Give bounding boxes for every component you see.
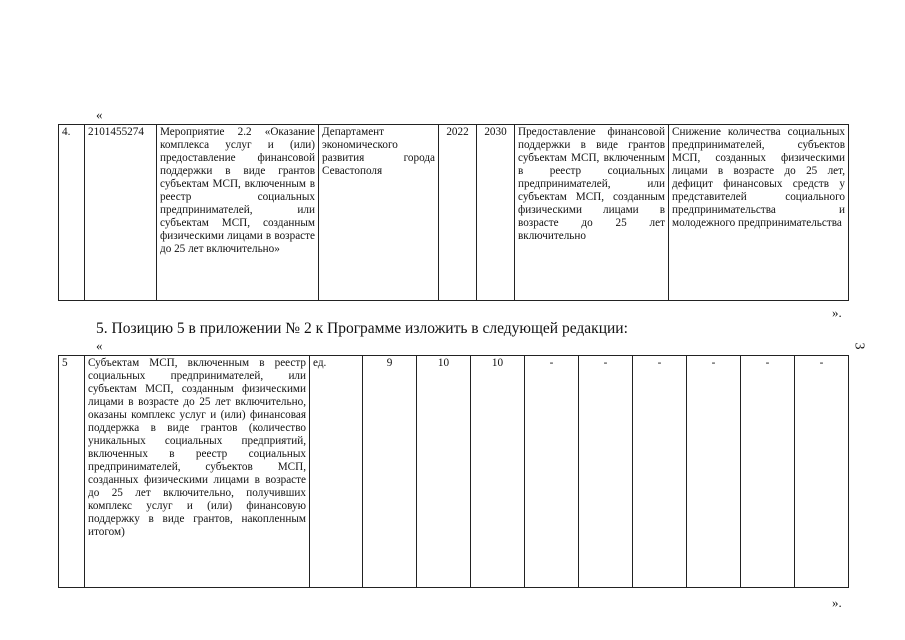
row-number: 4. xyxy=(59,125,85,301)
page-number: 3 xyxy=(851,342,867,350)
event-table xyxy=(58,124,849,301)
expected-result: Предоставление финансовой поддержки в виде грантов субъектам МСП, включенным в реестр социальных предпринимателей, или субъектам МСП, созданным физическими лицами в возрасте до 25 лет включительно xyxy=(515,125,669,301)
value-cell: - xyxy=(687,356,741,588)
value-cell: 10 xyxy=(471,356,525,588)
event-code: 2101455274 xyxy=(85,125,157,301)
value-cell: - xyxy=(579,356,633,588)
year-end: 2030 xyxy=(477,125,515,301)
open-quote-2: « xyxy=(96,338,103,353)
amendment-paragraph: 5. Позицию 5 в приложении № 2 к Программе изложить в следующей редакции: xyxy=(96,320,628,337)
indicator-row xyxy=(59,356,849,588)
value-cell: 9 xyxy=(363,356,417,588)
row-number: 5 xyxy=(59,356,85,588)
value-cell: - xyxy=(633,356,687,588)
indicator-table xyxy=(58,355,849,588)
year-start: 2022 xyxy=(439,125,477,301)
unit: ед. xyxy=(310,356,363,588)
event-row xyxy=(59,125,849,301)
non-implementation-consequence: Снижение количества социальных предпринимателей, субъектов МСП, созданных физическими лицами в возрасте до 25 лет, дефицит финансовых средств у представителей социального предпринимательства и молодежного предпринимательства xyxy=(669,125,849,301)
indicator-description: Субъектам МСП, включенным в реестр социальных предпринимателей, или субъектам МСП, созданным физическими лицами в возрасте до 25 лет включительно, оказаны комплекс услуг и (или) финансовая поддержка в виде грантов (количество уникальных социальных предприятий, включенных в реестр социальных предпринимателей, субъектов МСП, созданных физическими лицами в возрасте до 25 лет включительно, получивших комплекс услуг и (или) финансовую поддержку в виде грантов, накопленным итогом) xyxy=(85,356,310,588)
event-executor: Департамент экономического развития города Севастополя xyxy=(319,125,439,301)
close-quote-1: ». xyxy=(832,305,842,320)
value-cell: - xyxy=(741,356,795,588)
value-cell: 10 xyxy=(417,356,471,588)
value-cell: - xyxy=(795,356,849,588)
event-description: Мероприятие 2.2 «Оказание комплекса услуг и (или) предоставление финансовой поддержки в виде грантов субъектам МСП, включенным в реестр социальных предпринимателей, или субъектам МСП, созданным физическими лицами в возрасте до 25 лет включительно» xyxy=(157,125,319,301)
value-cell: - xyxy=(525,356,579,588)
open-quote-1: « xyxy=(96,107,103,122)
close-quote-2: ». xyxy=(832,595,842,610)
